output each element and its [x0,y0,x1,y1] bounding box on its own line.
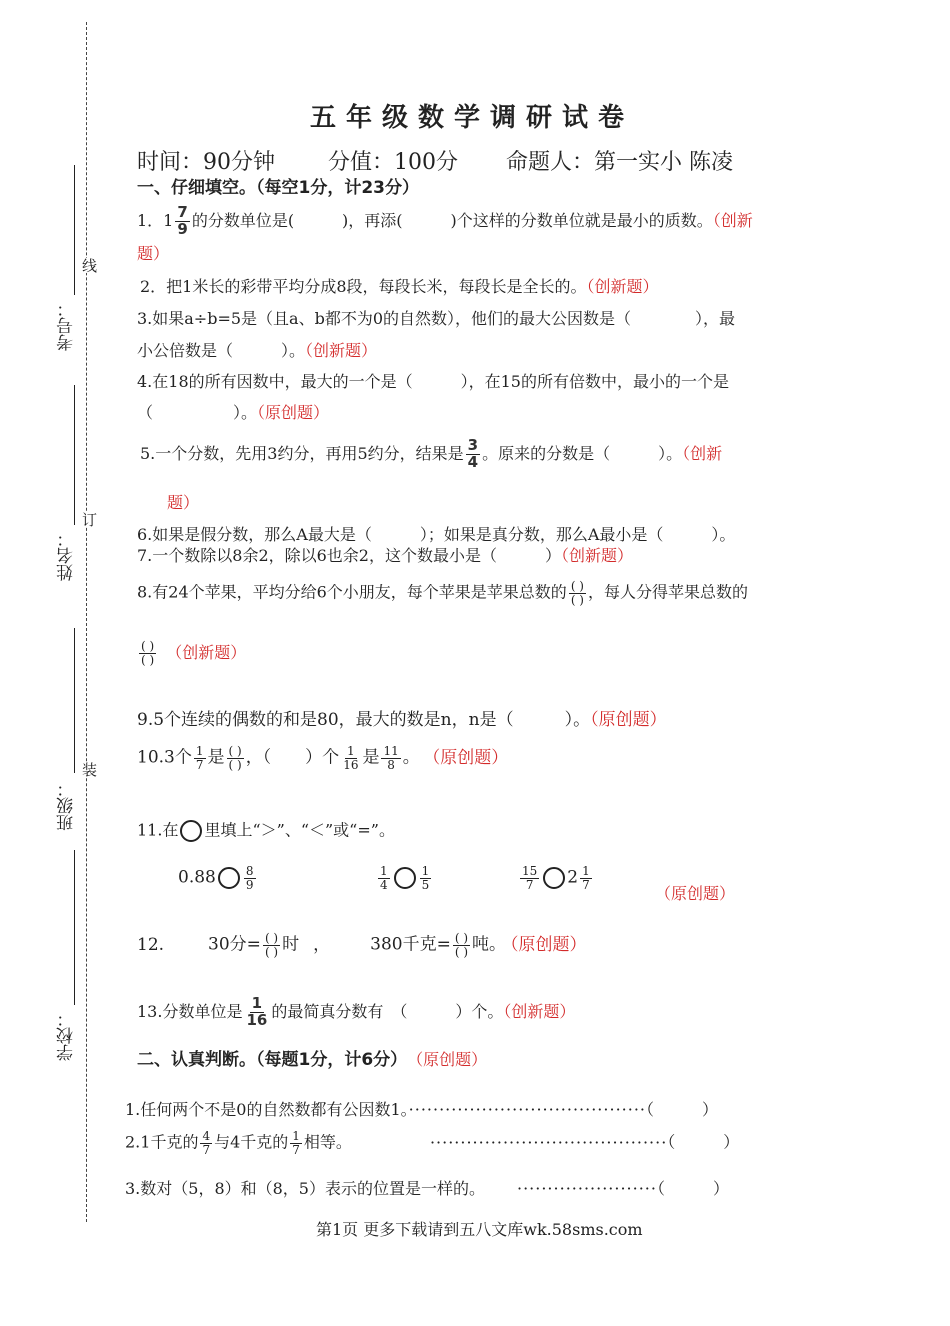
q8-blank-fraction-1[interactable]: $\frac{( )}{( )}$ [570,579,584,607]
exam-author: 命题人：第一实小 陈凌 [506,150,733,175]
q1-tag-cont: 题） [137,244,170,263]
question-8-line2 [137,640,246,666]
q12-blank-fraction-2[interactable]: $\frac{( )}{( )}$ [454,931,469,959]
question-5: 5.一个分数，先用3约分，再用5约分，结果是 $\frac{3}{4}$ 。原来的分数是（ ）。（创新 [140,436,723,471]
q2-tag: （创新题） [586,277,659,296]
q10-blank-fraction[interactable]: $\frac{( )}{( )}$ [228,744,242,772]
binding-char-zhuang: 装 [80,762,98,777]
q12-tag: （原创题） [510,934,587,955]
q5-tag-cont: 题） [167,493,200,512]
binding-char-ding: 订 [80,512,98,527]
q5-tag: （创新 [682,443,723,463]
section2-heading-row [137,1045,487,1070]
q1-tag: （创新 [712,210,753,230]
q10-fraction-1-16: $\frac{1}{16}$ [343,744,359,772]
judge-2-dots: ······································· [429,1132,668,1152]
judge-1-answer[interactable]: （ ） [646,1100,719,1119]
q1-prefix: 1．1 [137,210,174,230]
exam-score: 分值：100分 [328,150,458,175]
j2-fraction-1-7: $\frac{1}{7}$ [292,1129,300,1157]
q10-tag: （原创题） [431,747,509,768]
name-blank[interactable] [74,385,75,525]
question-13: 13.分数单位是 $\frac{1}{16}$ 的最简真分数有 （ ）个。（创新题） [137,994,576,1029]
q11-fraction-15-7: $\frac{15}{7}$ [522,864,538,892]
q3-tag: （创新题） [305,341,378,360]
question-3-line2: 小公倍数是（ ）。（创新题） [137,341,378,360]
class-blank[interactable] [74,628,75,773]
question-4-line2: （ ）。（原创题） [137,403,330,422]
question-12: 12. 30分= $\frac{( )}{( )}$ 时 ， 380千克= $\frac{( )}{( )}$ 吨。 （原创题） [137,931,587,959]
q7-tag: （创新题） [561,546,634,565]
exam-time: 时间：90分钟 [137,150,275,175]
section1-heading: 一、仔细填空。（每空1分，计23分） [137,178,419,198]
q11-fraction-1-7: $\frac{1}{7}$ [582,864,590,892]
question-6: 6.如果是假分数，那么A最大是（ ）；如果是真分数，那么A最小是（ ）。 [137,525,736,544]
q9-tag: （原创题） [590,710,667,730]
q11-fraction-1-5: $\frac{1}{5}$ [421,864,430,892]
q5-fraction: $\frac{3}{4}$ [467,436,479,471]
q11-fraction-1-4: $\frac{1}{4}$ [380,864,388,892]
compare-circle-2[interactable] [394,867,416,889]
compare-circle-3[interactable] [543,867,565,889]
school-blank[interactable] [74,850,75,1005]
judge-3: 3.数对（5，8）和（8，5）表示的位置是一样的。 ·······················（ ） [125,1179,729,1198]
q10-fraction-1-7: $\frac{1}{7}$ [195,744,204,772]
question-10: 10.3个 $\frac{1}{7}$ 是 $\frac{( )}{( )}$ ，（ ）个 $\frac{1}{16}$ 是 $\frac{11}{8}$ 。 （原创题） [137,744,509,772]
q13-tag: （创新题） [503,1001,576,1021]
question-9: 9.5个连续的偶数的和是80，最大的数是n，n是（ ）。（原创题） [137,710,667,730]
q12-blank-fraction-1[interactable]: $\frac{( )}{( )}$ [264,931,279,959]
q1-fraction: $\frac{7}{9}$ [177,203,188,238]
judge-1: 1.任何两个不是0的自然数都有公因数1。·······································（ ） [125,1100,719,1119]
binding-char-xian: 线 [80,258,98,273]
section2-tag: （原创题） [415,1050,488,1069]
q1-text: 的分数单位是( )，再添( )个这样的分数单位就是最小的质数。 [191,210,713,230]
compare-circle-1[interactable] [218,867,240,889]
question-11-item-2 [376,865,433,891]
binding-dashed-line [86,22,87,1222]
q8-tag: （创新题） [166,642,247,662]
judge-3-answer[interactable]: （ ） [656,1179,729,1198]
page-footer: 第1页 更多下载请到五八文库wk.58sms.com [316,1220,643,1239]
question-2: 2．把1米长的彩带平均分成8段，每段长米，每段长是全长的。（创新题） [140,277,659,296]
q8-blank-fraction-2[interactable]: $\frac{( )}{( )}$ [141,639,155,667]
q10-fraction-11-8: $\frac{11}{8}$ [383,744,399,772]
page-title: 五年级数学调研试卷 [310,103,635,133]
school-label: 学校： [57,1010,77,1061]
name-label: 姓名： [57,530,77,581]
question-7: 7.一个数除以8余2，除以6也余2，这个数最小是（ ）（创新题） [137,546,634,565]
section2-heading: 二、认真判断。（每题1分，计6分） [137,1050,408,1070]
q11-fraction-8-9: $\frac{8}{9}$ [245,864,254,892]
judge-2-answer[interactable]: （ ） [667,1132,740,1152]
class-label: 班级： [57,780,77,831]
judge-2: 2.1千克的 $\frac{4}{7}$ 与4千克的 $\frac{1}{7}$ 相等。 ·······································（ ） [125,1129,740,1157]
exam-number-blank[interactable] [74,165,75,295]
question-4-line1: 4.在18的所有因数中，最大的一个是（ ），在15的所有倍数中，最小的一个是 [137,372,729,391]
exam-number-label: 考号： [57,300,77,351]
compare-circle-icon [180,820,202,842]
question-11-item-1: 0.88 $\frac{8}{9}$ [178,864,254,892]
question-11-intro: 11.在 里填上“＞”、“＜”或“=”。 [137,820,395,842]
judge-3-dots: ······················· [517,1179,657,1198]
question-8: 8.有24个苹果，平均分给6个小朋友，每个苹果是苹果总数的 $\frac{( )}{( )}$ ，每人分得苹果总数的 [137,579,749,607]
j2-fraction-4-7: $\frac{4}{7}$ [202,1129,211,1157]
question-3-line1: 3.如果a÷b=5是（且a、b都不为0的自然数），他们的最大公因数是（ ），最 [137,309,736,328]
q13-fraction: $\frac{1}{16}$ [246,994,268,1029]
q11-tag: （原创题） [655,884,736,903]
judge-1-dots: ······································· [408,1100,646,1119]
question-1 [137,205,753,238]
question-11-item-3: $\frac{15}{7}$ 2 $\frac{1}{7}$ [522,864,590,892]
q4-tag: （原创题） [257,403,330,422]
